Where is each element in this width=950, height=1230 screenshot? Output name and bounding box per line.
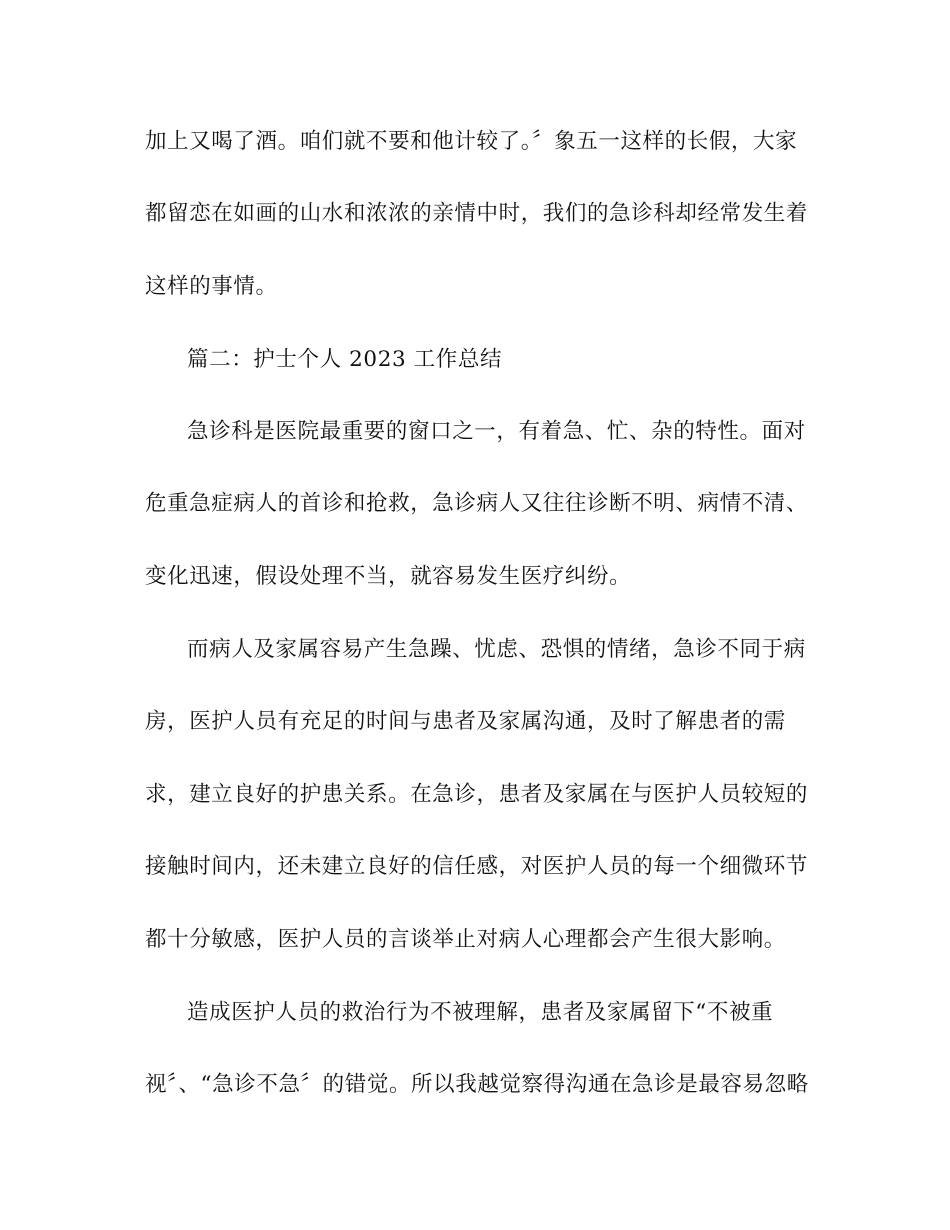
text-line: 危重急症病人的首诊和抢救，急诊病人又往往诊断不明、病情不清、	[145, 491, 809, 516]
text-line: 变化迅速，假设处理不当，就容易发生医疗纠纷。	[145, 564, 632, 589]
text-line: 视〞、“急诊不急〞的错觉。所以我越觉察得沟通在急诊是最容易忽略	[145, 1072, 809, 1097]
paragraph-first-line: 而病人及家属容易产生急躁、忧虑、恐惧的情绪，急诊不同于病	[187, 637, 806, 662]
paragraph-first-line: 急诊科是医院最重要的窗口之一，有着急、忙、杂的特性。面对	[187, 419, 806, 444]
text-line: 都十分敏感，医护人员的言谈举止对病人心理都会产生很大影响。	[145, 927, 786, 952]
text-line: 加上又喝了酒。咱们就不要和他计较了。〞象五一这样的长假，大家	[145, 129, 798, 154]
text-line: 求，建立良好的护患关系。在急诊，患者及家属在与医护人员较短的	[145, 782, 809, 807]
text-line: 房，医护人员有充足的时间与患者及家属沟通，及时了解患者的需	[145, 709, 786, 734]
paragraph-first-line: 造成医护人员的救治行为不被理解，患者及家属留下“不被重	[187, 1000, 774, 1025]
section-heading: 篇二：护士个人 2023 工作总结	[187, 347, 503, 372]
text-line: 都留恋在如画的山水和浓浓的亲情中时，我们的急诊科却经常发生着	[145, 201, 809, 226]
text-line: 这样的事情。	[145, 274, 278, 299]
text-line: 接触时间内，还未建立良好的信任感，对医护人员的每一个细微环节	[145, 854, 809, 879]
